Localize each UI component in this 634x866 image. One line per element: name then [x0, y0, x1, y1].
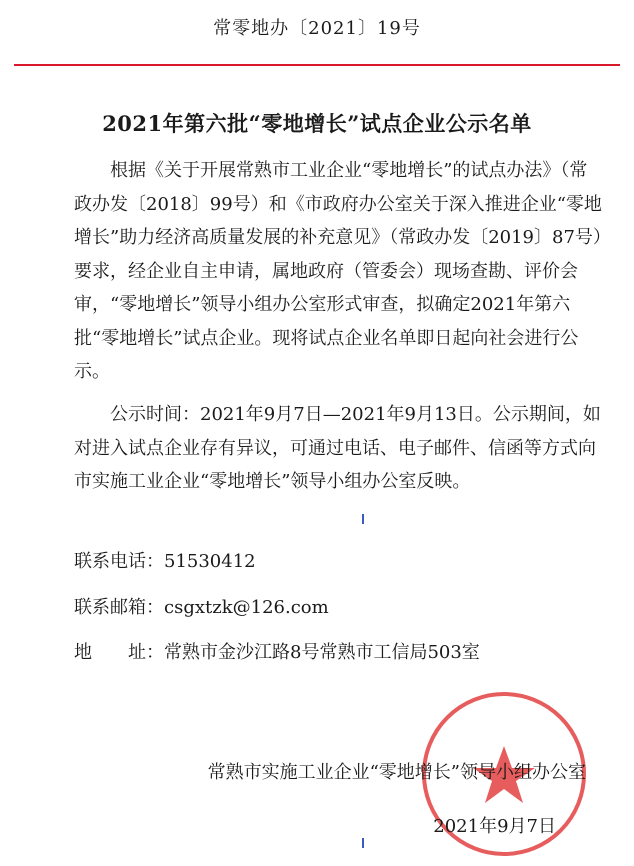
- signature-organization: 常熟市实施工业企业“零地增长”领导小组办公室: [207, 762, 586, 783]
- document-number: 常零地办〔2021〕19号: [213, 18, 421, 39]
- body-paragraph-2: 公示时间：2021年9月7日—2021年9月13日。公示期间，如对进入试点企业存有异议，可通过电话、电子邮件、信函等方式向市实施工业企业“零地增长”领导小组办公室反映。: [74, 404, 601, 492]
- red-header-rule: [14, 64, 620, 66]
- document-title: 2021年第六批“零地增长”试点企业公示名单: [102, 111, 532, 136]
- body-paragraph-1: 根据《关于开展常熟市工业企业“零地增长”的试点办法》（常政办发〔2018〕99号）和《市政府办公室关于深入推进企业“零地增长”助力经济高质量发展的补充意见》（常政办发〔2019〕87号）要求，经企业自主申请，属地政府（管委会）现场查勘、评价会审，“零地增长”领导小组办公室形式审查，拟确定2021年第六批“零地增长”试点企业。现将试点企业名单即日起向社会进行公示。: [74, 160, 602, 382]
- scan-mark: [362, 838, 364, 848]
- scan-mark: [362, 514, 364, 524]
- contact-address: 地 址：常熟市金沙江路8号常熟市工信局503室: [74, 642, 480, 663]
- signature-date: 2021年9月7日: [433, 816, 556, 837]
- contact-email: 联系邮箱：csgxtzk@126.com: [74, 597, 329, 618]
- contact-phone: 联系电话：51530412: [74, 551, 256, 572]
